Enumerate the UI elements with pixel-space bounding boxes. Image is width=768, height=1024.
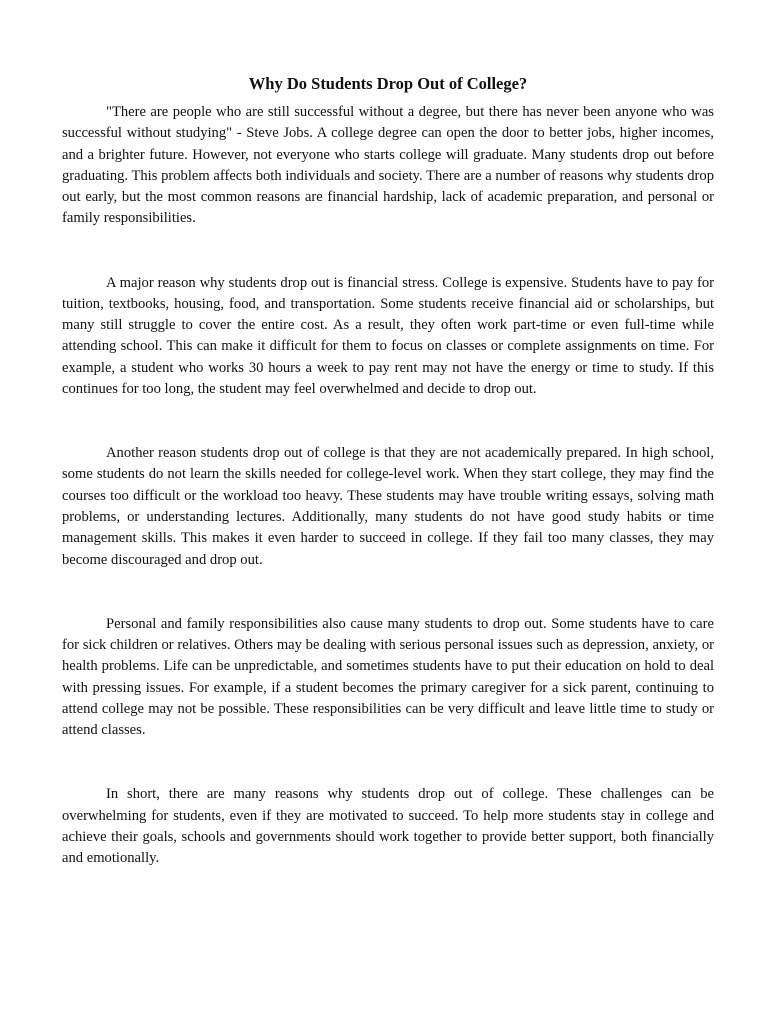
conclusion-paragraph: In short, there are many reasons why students drop out of college. These challenges can be overwhelming for students, even if they are motivated to succeed. To help more students stay in college and achieve their goals, schools and governments should work together to provide better support, both financially and emotionally. xyxy=(62,786,714,867)
document-page xyxy=(62,72,714,870)
document-title: Why Do Students Drop Out of College? xyxy=(248,74,528,93)
personal-responsibilities-paragraph: Personal and family responsibilities also cause many students to drop out. Some students have to care for sick children or relatives. Others may be dealing with serious personal issues such as depression, anxiety, or health problems. Life can be unpredictable, and sometimes students have to put their education on hold to deal with pressing issues. For example, if a student becomes the primary caregiver for a sick parent, continuing to attend college may not be possible. These responsibilities can be very difficult and leave little time to study or attend classes. xyxy=(62,615,714,739)
academic-preparation-paragraph: Another reason students drop out of college is that they are not academically prepared. In high school, some students do not learn the skills needed for college-level work. When they start college, they may find the courses too difficult or the workload too heavy. These students may have trouble writing essays, solving math problems, or understanding lectures. Additionally, many students do not have good study habits or time management skills. This makes it even harder to succeed in college. If they fail too many classes, they may become discouraged and drop out. xyxy=(62,445,714,568)
intro-paragraph: "There are people who are still successful without a degree, but there has never been anyone who was successful without studying" - Steve Jobs. A college degree can open the door to better jobs, higher incomes, and a brighter future. However, not everyone who starts college will graduate. Many students drop out before graduating. This problem affects both individuals and society. There are a number of reasons why students drop out early, but the most common reasons are financial hardship, lack of academic preparation, and personal or family responsibilities. xyxy=(62,104,714,227)
financial-stress-paragraph: A major reason why students drop out is financial stress. College is expensive. Students have to pay for tuition, textbooks, housing, food, and transportation. Some students receive financial aid or scholarships, but many still struggle to cover the entire cost. As a result, they often work part-time or even full-time while attending school. This can make it difficult for them to focus on classes or complete assignments on time. For example, a student who works 30 hours a week to pay rent may not have the energy or time to study. If this continues for too long, the student may feel overwhelmed and decide to drop out. xyxy=(62,274,714,398)
